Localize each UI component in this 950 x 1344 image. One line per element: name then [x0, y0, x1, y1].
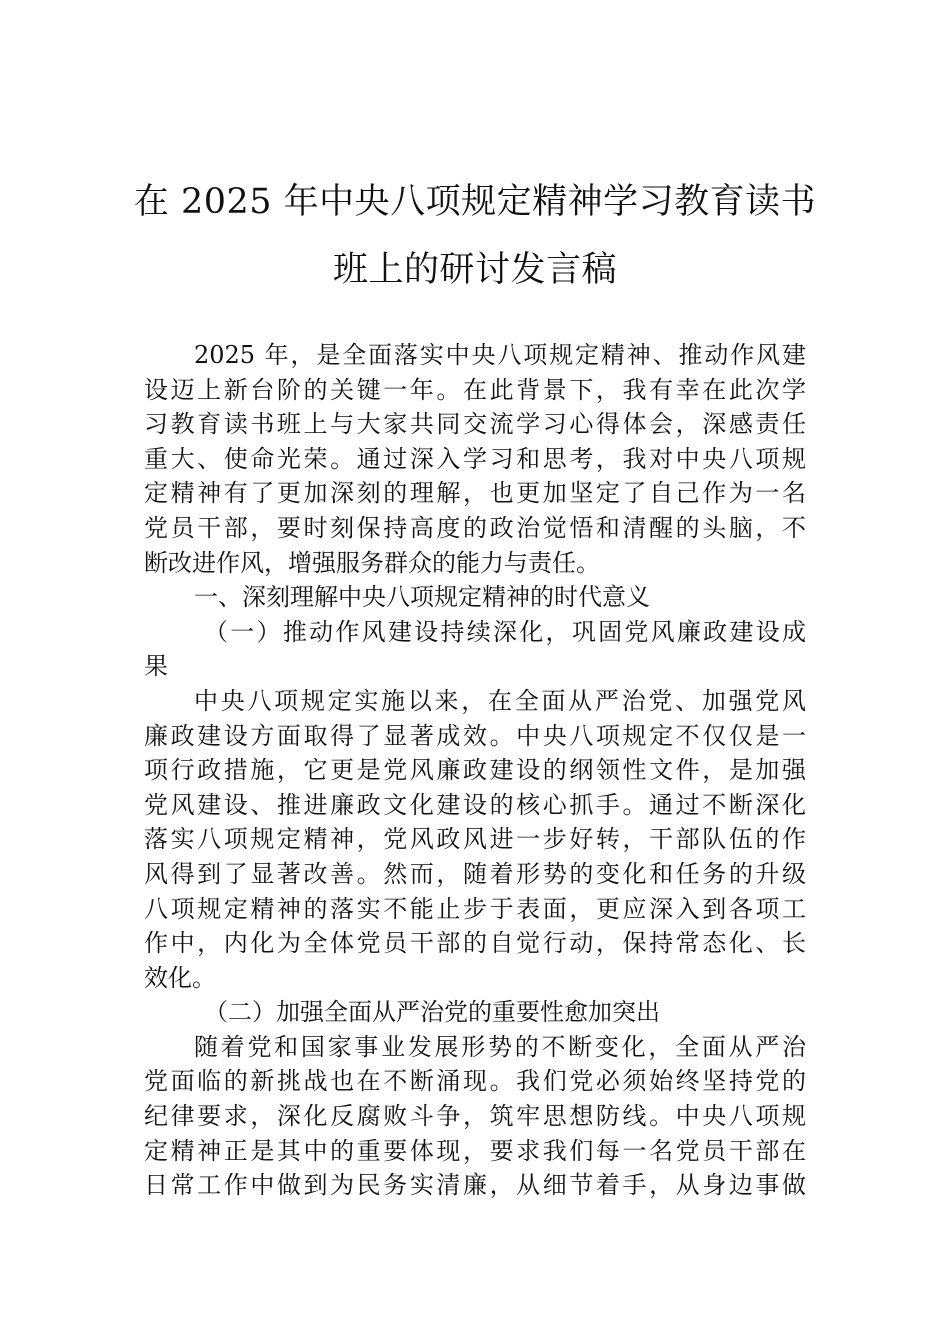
paragraph-intro-line: 习教育读书班上与大家共同交流学习心得体会，深感责任 [144, 410, 806, 439]
paragraph-1-line: 八项规定精神的落实不能止步于表面，更应深入到各项工 [144, 894, 806, 923]
paragraph-2-line: 纪律要求，深化反腐败斗争，筑牢思想防线。中央八项规 [144, 1102, 806, 1131]
paragraph-intro-line: 设迈上新台阶的关键一年。在此背景下，我有幸在此次学 [144, 375, 806, 404]
document-title-line-2: 班上的研讨发言稿 [332, 250, 617, 290]
paragraph-1-line: 廉政建设方面取得了显著成效。中央八项规定不仅仅是一 [144, 721, 806, 750]
subsection-heading-1: （一）推动作风建设持续深化，巩固党风廉政建设成 [204, 617, 806, 646]
paragraph-intro-line: 重大、使命光荣。通过深入学习和思考，我对中央八项规 [144, 444, 806, 473]
paragraph-1-line: 项行政措施，它更是党风廉政建设的纲领性文件，是加强 [144, 756, 806, 785]
subsection-heading-1-cont: 果 [144, 652, 168, 681]
document-title-line-1: 在 2025 年中央八项规定精神学习教育读书 [133, 182, 817, 222]
paragraph-2-line: 日常工作中做到为民务实清廉，从细节着手，从身边事做 [144, 1171, 806, 1200]
section-heading-1: 一、深刻理解中央八项规定精神的时代意义 [194, 583, 650, 612]
paragraph-1-line: 效化。 [144, 963, 216, 992]
document-body [144, 338, 806, 1203]
paragraph-intro-line: 2025 年，是全面落实中央八项规定精神、推动作风建 [194, 341, 806, 369]
paragraph-1-line: 作中，内化为全体党员干部的自觉行动，保持常态化、长 [144, 929, 806, 958]
paragraph-intro-line: 党员干部，要时刻保持高度的政治觉悟和清醒的头脑，不 [144, 513, 806, 542]
paragraph-2-line: 定精神正是其中的重要体现，要求我们每一名党员干部在 [144, 1136, 806, 1165]
paragraph-2-line: 随着党和国家事业发展形势的不断变化，全面从严治 [194, 1032, 806, 1061]
subsection-heading-2: （二）加强全面从严治党的重要性愈加突出 [204, 998, 660, 1027]
paragraph-intro-line: 定精神有了更加深刻的理解，也更加坚定了自己作为一名 [144, 479, 806, 508]
paragraph-1-line: 中央八项规定实施以来，在全面从严治党、加强党风 [194, 686, 806, 715]
paragraph-1-line: 党风建设、推进廉政文化建设的核心抓手。通过不断深化 [144, 790, 806, 819]
paragraph-1-line: 落实八项规定精神，党风政风进一步好转，干部队伍的作 [144, 825, 806, 854]
paragraph-1-line: 风得到了显著改善。然而，随着形势的变化和任务的升级 [144, 859, 806, 888]
paragraph-intro-line: 断改进作风，增强服务群众的能力与责任。 [144, 548, 600, 577]
paragraph-2-line: 党面临的新挑战也在不断涌现。我们党必须始终坚持党的 [144, 1067, 806, 1096]
